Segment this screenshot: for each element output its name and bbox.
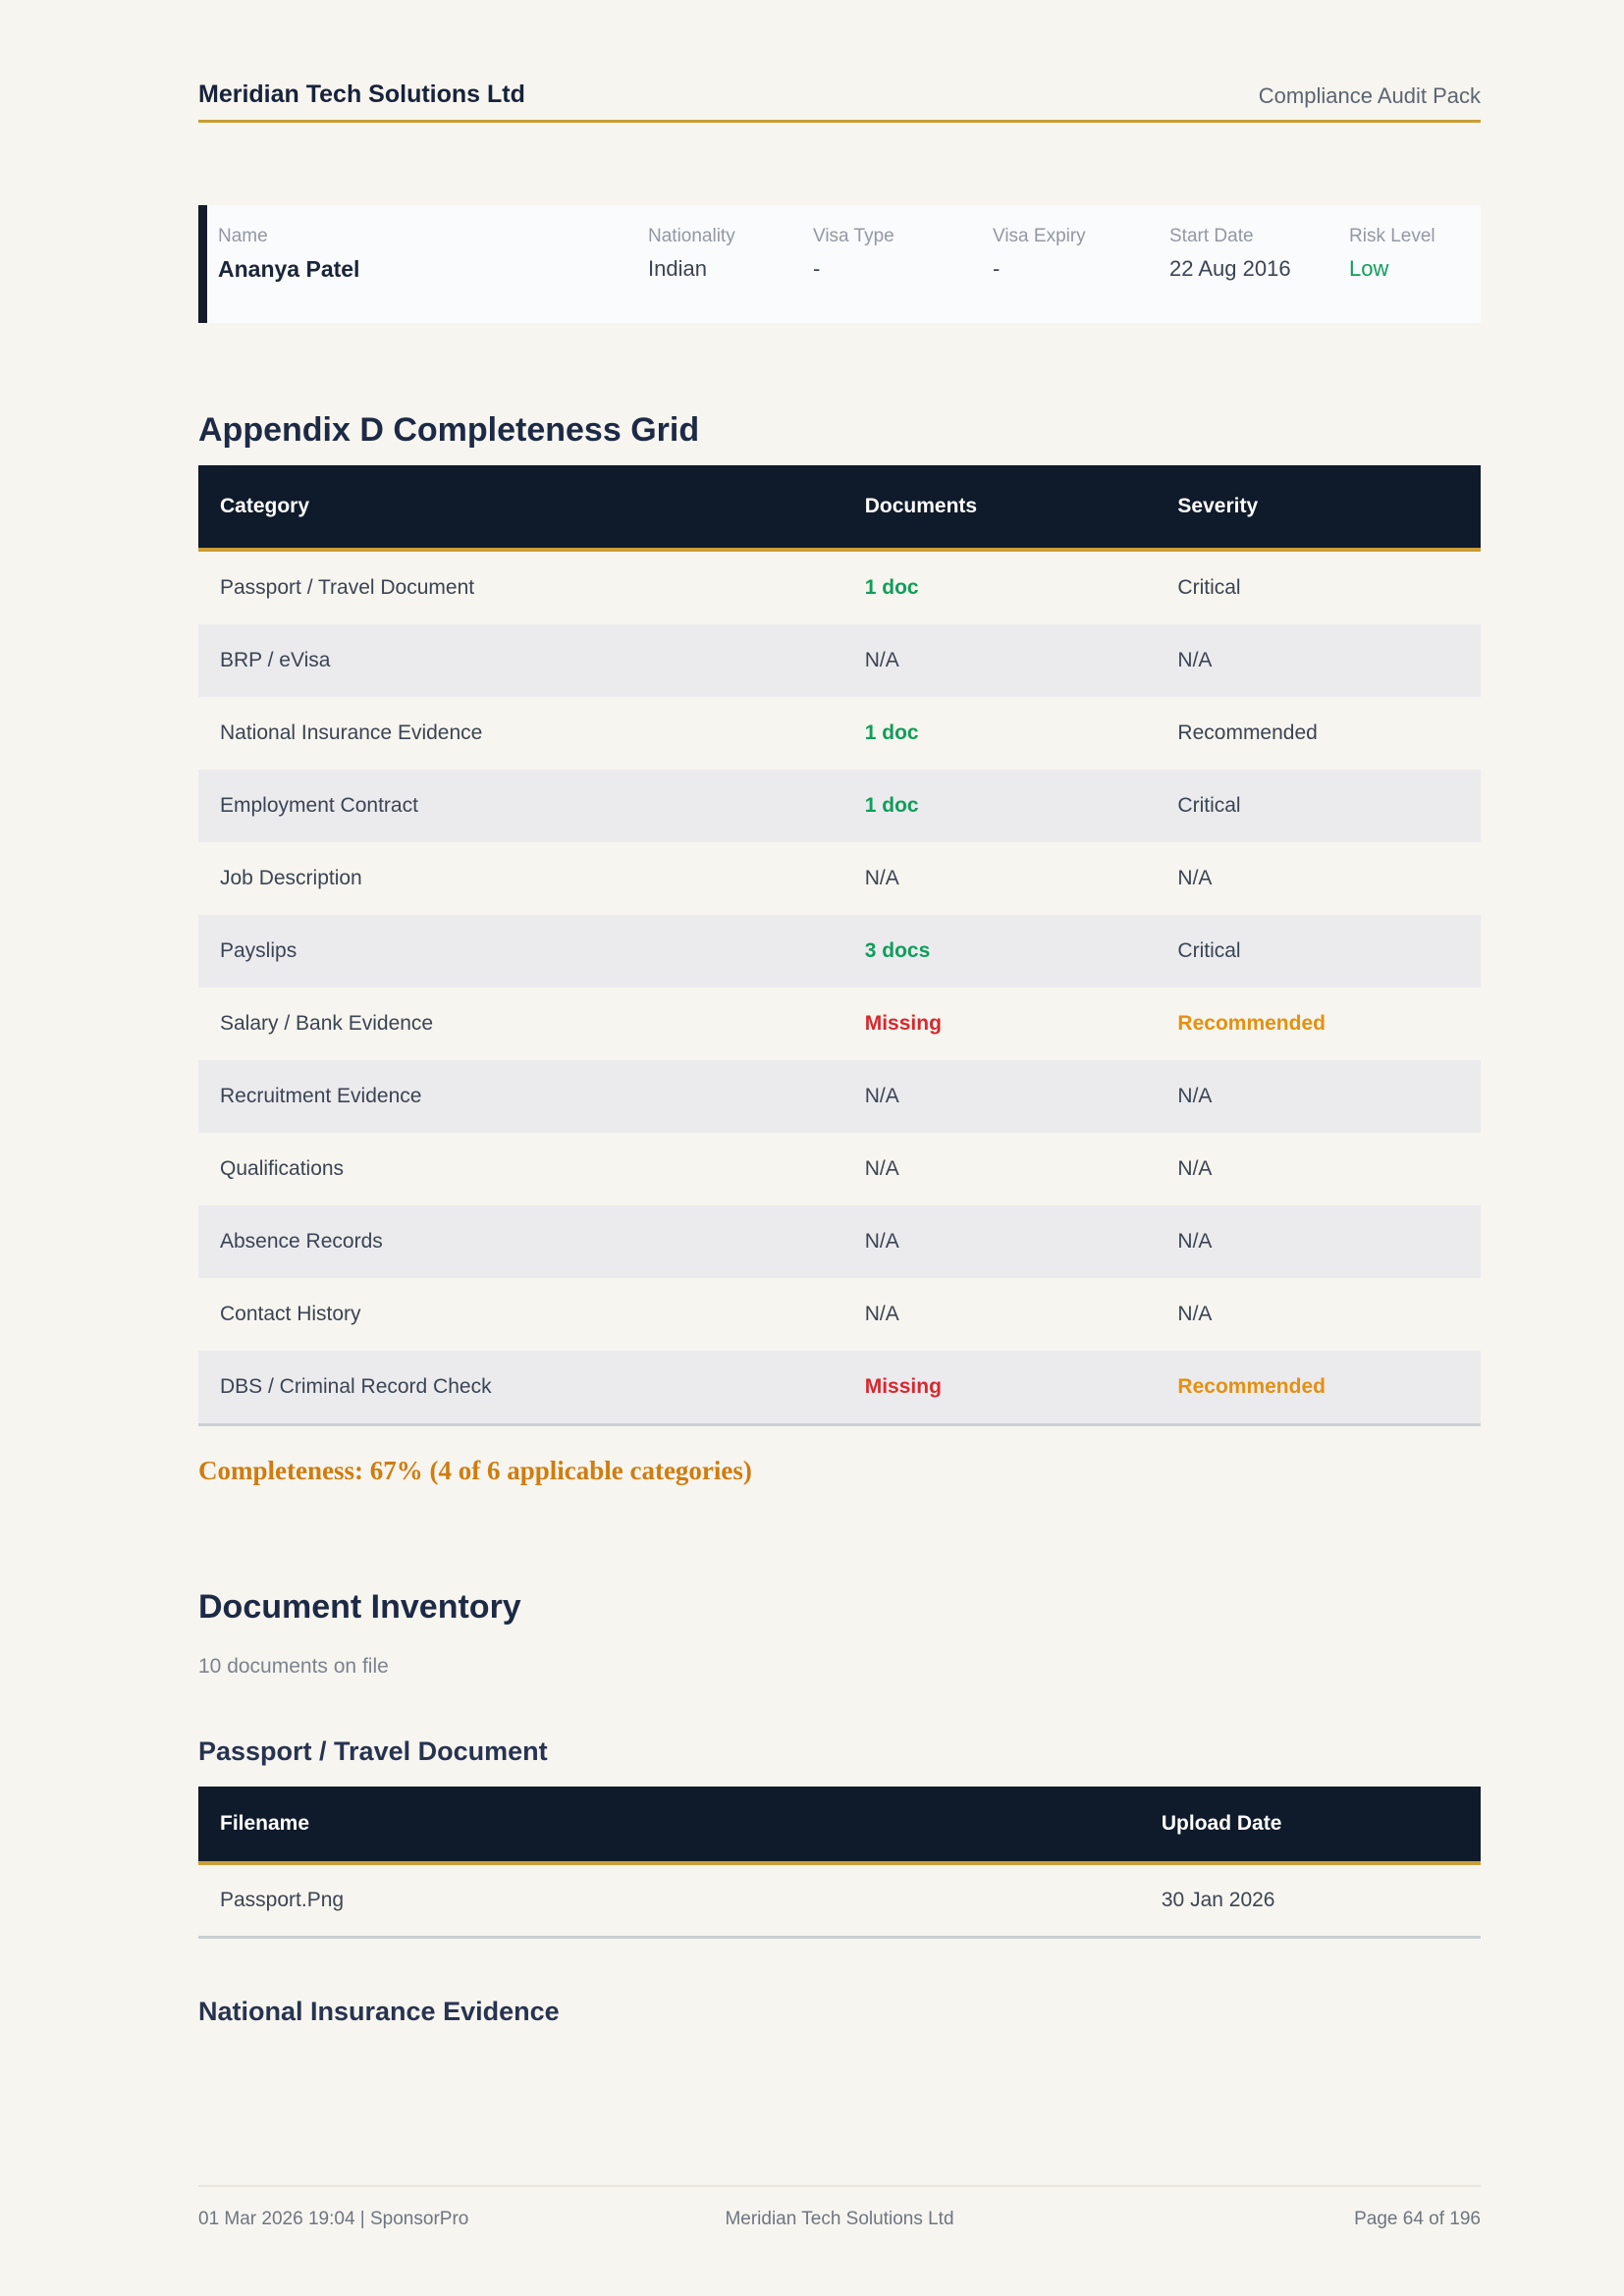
grid-documents: Missing [864,1011,942,1035]
document-title: Compliance Audit Pack [1258,83,1481,108]
grid-row [198,1351,1481,1425]
field-visa-type-value: - [813,256,821,281]
grid-severity: N/A [1177,1229,1213,1253]
grid-row [198,1133,1481,1205]
grid-documents: 1 doc [864,721,919,744]
grid-documents: N/A [864,866,899,889]
inventory-section-heading-passport: Passport / Travel Document [198,1736,548,1766]
file-col-filename: Filename [198,1787,1140,1863]
grid-severity: N/A [1177,866,1213,889]
inventory-section-heading-national-insurance: National Insurance Evidence [198,1996,560,2026]
page-content [198,0,1481,2029]
grid-row [198,1278,1481,1351]
grid-documents: N/A [864,1302,899,1325]
grid-category: Job Description [220,866,362,889]
footer-page-number: Page 64 of 196 [1354,2209,1481,2229]
field-nationality-value: Indian [648,256,707,281]
document-inventory-title: Document Inventory [198,1587,521,1626]
grid-documents: N/A [864,1229,899,1253]
grid-row [198,1205,1481,1278]
grid-severity: Critical [1177,575,1241,599]
grid-documents: N/A [864,1084,899,1107]
grid-documents: 1 doc [864,793,919,817]
grid-documents: N/A [864,648,899,671]
grid-category: Qualifications [220,1156,345,1180]
passport-documents-table [198,1787,1481,1939]
grid-col-category: Category [198,465,843,550]
grid-category: Absence Records [220,1229,383,1253]
file-table-header [198,1787,1481,1863]
field-visa-expiry [993,226,1169,323]
page-footer [198,2185,1481,2230]
grid-category: BRP / eVisa [220,648,331,671]
grid-severity: Critical [1177,938,1241,962]
grid-row [198,842,1481,915]
risk-level-badge: Low [1349,256,1389,281]
field-start-date-value: 22 Aug 2016 [1169,256,1291,281]
grid-severity: Critical [1177,793,1241,817]
grid-category: Contact History [220,1302,361,1325]
grid-row [198,1060,1481,1133]
field-visa-expiry-value: - [993,256,1001,281]
grid-col-documents: Documents [843,465,1157,550]
grid-category: Recruitment Evidence [220,1084,422,1107]
grid-header-row [198,465,1481,550]
grid-category: Salary / Bank Evidence [220,1011,434,1035]
field-start-date-label: Start Date [1169,226,1254,246]
field-name-value: Ananya Patel [218,256,360,282]
field-visa-type [813,226,993,323]
grid-severity: Recommended [1177,721,1318,744]
grid-row [198,697,1481,770]
grid-col-severity: Severity [1156,465,1481,550]
appendix-grid-title: Appendix D Completeness Grid [198,411,700,449]
grid-category: Employment Contract [220,793,418,817]
grid-documents: 1 doc [864,575,919,599]
worker-summary-card [198,205,1481,323]
grid-documents: 3 docs [864,938,931,962]
page-header [198,0,1481,123]
field-start-date [1169,226,1349,323]
footer-timestamp: 01 Mar 2026 19:04 | SponsorPro [198,2209,469,2229]
footer-company: Meridian Tech Solutions Ltd [725,2209,954,2229]
field-name [218,226,648,323]
grid-category: Passport / Travel Document [220,575,475,599]
grid-row [198,915,1481,988]
field-visa-type-label: Visa Type [813,226,894,246]
field-risk-level-label: Risk Level [1349,226,1435,246]
grid-severity: N/A [1177,1084,1213,1107]
field-risk-level [1349,226,1481,323]
document-count: 10 documents on file [198,1655,389,1678]
field-nationality [648,226,813,323]
field-name-label: Name [218,226,268,246]
completeness-grid-table [198,465,1481,1426]
field-nationality-label: Nationality [648,226,735,246]
grid-category: National Insurance Evidence [220,721,483,744]
grid-row [198,624,1481,697]
grid-row [198,550,1481,624]
grid-severity: N/A [1177,1302,1213,1325]
grid-row [198,770,1481,842]
grid-row [198,988,1481,1060]
grid-category: DBS / Criminal Record Check [198,1351,843,1425]
grid-severity: Recommended [1156,1351,1481,1425]
grid-category: Payslips [220,938,298,962]
file-row [198,1863,1481,1938]
grid-severity: N/A [1177,648,1213,671]
grid-severity: Recommended [1177,1011,1326,1035]
grid-documents: Missing [843,1351,1157,1425]
company-name: Meridian Tech Solutions Ltd [198,80,525,108]
file-table-header-row [198,1787,1481,1863]
grid-documents: N/A [864,1156,899,1180]
file-upload-date: 30 Jan 2026 [1140,1863,1481,1938]
field-visa-expiry-label: Visa Expiry [993,226,1086,246]
grid-severity: N/A [1177,1156,1213,1180]
grid-header [198,465,1481,550]
file-col-upload-date: Upload Date [1140,1787,1481,1863]
completeness-summary: Completeness: 67% (4 of 6 applicable categories) [198,1455,752,1485]
file-filename: Passport.Png [198,1863,1140,1938]
